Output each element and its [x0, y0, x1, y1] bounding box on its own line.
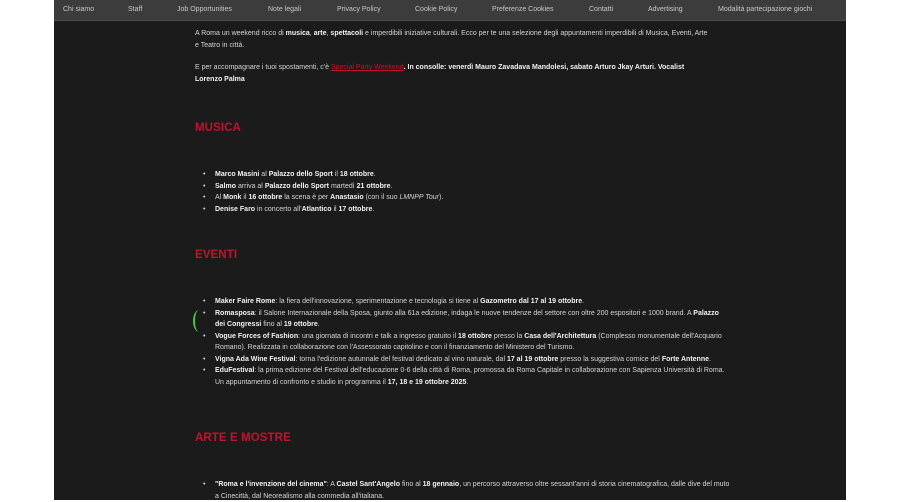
intro-paragraph: A Roma un weekend ricco di musica, arte, spettacoli e imperdibili iniziative culturali. Ecco per te una selezione degli appuntamenti imperdibili di Musica, Eventi, Arte e Teatro in città.: [195, 30, 708, 49]
page-panel: [54, 0, 846, 500]
nav-note-legali[interactable]: Note legali: [268, 6, 302, 13]
arte-list: [195, 479, 730, 502]
list-item: • Maker Faire Rome: la fiera dell'innovazione, sperimentazione e tecnologia si tiene al Gazometro dal 17 al 19 ottobre.: [215, 296, 730, 308]
nav-cookie-policy[interactable]: Cookie Policy: [415, 6, 458, 13]
nav-job-opportunities[interactable]: Job Opportunities: [177, 6, 232, 13]
list-item: • Marco Masini al Palazzo dello Sport il 18 ottobre.: [215, 169, 730, 181]
nav-modalita-giochi[interactable]: Modalità partecipazione giochi: [718, 6, 813, 13]
list-item: • EduFestival: la prima edizione del Festival dell'educazione 0-6 della città di Roma, promossa da Roma Capitale in collaborazione con Sapienza Università di Roma. Un appuntamento di confronto e studio in programma il 17, 18 e 19 ottobre 2025.: [215, 365, 730, 388]
list-item: • Vogue Forces of Fashion: una giornata di incontri e talk a ingresso gratuito il 18 ottobre presso la Casa dell'Architettura (Complesso monumentale dell'Acquario Romano). Realizzata in collaborazione con l'Assessorato capitolino e con il finanziamento del Ministero del Turismo.: [215, 331, 730, 354]
list-item: • Romasposa: il Salone Internazionale della Sposa, giunto alla 61a edizione, indaga le nuove tendenze del settore con oltre 200 espositori e 1000 brand. A Palazzo dei Congressi fino al 19 ottobre.: [215, 308, 730, 331]
special-party-weekend-link[interactable]: Special Party Weekend: [330, 64, 404, 71]
nav-contatti[interactable]: Contatti: [589, 6, 614, 13]
section-title-musica: MUSICA: [195, 122, 241, 134]
section-title-arte-mostre: ARTE E MOSTRE: [195, 432, 291, 444]
eventi-list: [195, 296, 730, 388]
list-item: • Vigna Ada Wine Festival: torna l'edizione autunnale del festival dedicato al vino naturale, dal 17 al 19 ottobre presso la suggestiva cornice del Forte Antenne.: [215, 354, 730, 366]
list-item: • Denise Faro in concerto all'Atlantico il 17 ottobre.: [215, 204, 730, 216]
nav-staff[interactable]: Staff: [128, 6, 143, 13]
loading-spinner-icon: [193, 310, 205, 332]
nav-chi-siamo[interactable]: Chi siamo: [63, 6, 95, 13]
intro-content: [195, 28, 710, 85]
nav-preferenze-cookies[interactable]: Preferenze Cookies: [492, 6, 554, 13]
musica-list: [195, 169, 730, 215]
party-paragraph: E per accompagnare i tuoi spostamenti, c'è Special Party Weekend. In consolle: venerdì Mauro Zavadava Mandolesi, sabato Arturo Jkay Arturi. Vocalist Lorenzo Palma: [195, 64, 685, 83]
list-item: • Salmo arriva al Palazzo dello Sport martedì 21 ottobre.: [215, 181, 730, 193]
nav-privacy-policy[interactable]: Privacy Policy: [337, 6, 381, 13]
list-item: • "Roma e l'invenzione del cinema": A Castel Sant'Angelo fino al 18 gennaio, un percorso attraverso oltre sessant'anni di storia cinematografica, dalle dive del muto a Cinecittà, dal Neorealismo alla commedia all'italiana.: [215, 479, 730, 502]
section-title-eventi: EVENTI: [195, 249, 238, 261]
list-item: • Al Monk il 16 ottobre la scena è per Anastasio (con il suo LMNPP Tour).: [215, 192, 730, 204]
top-navigation: [54, 0, 846, 21]
nav-advertising[interactable]: Advertising: [648, 6, 683, 13]
